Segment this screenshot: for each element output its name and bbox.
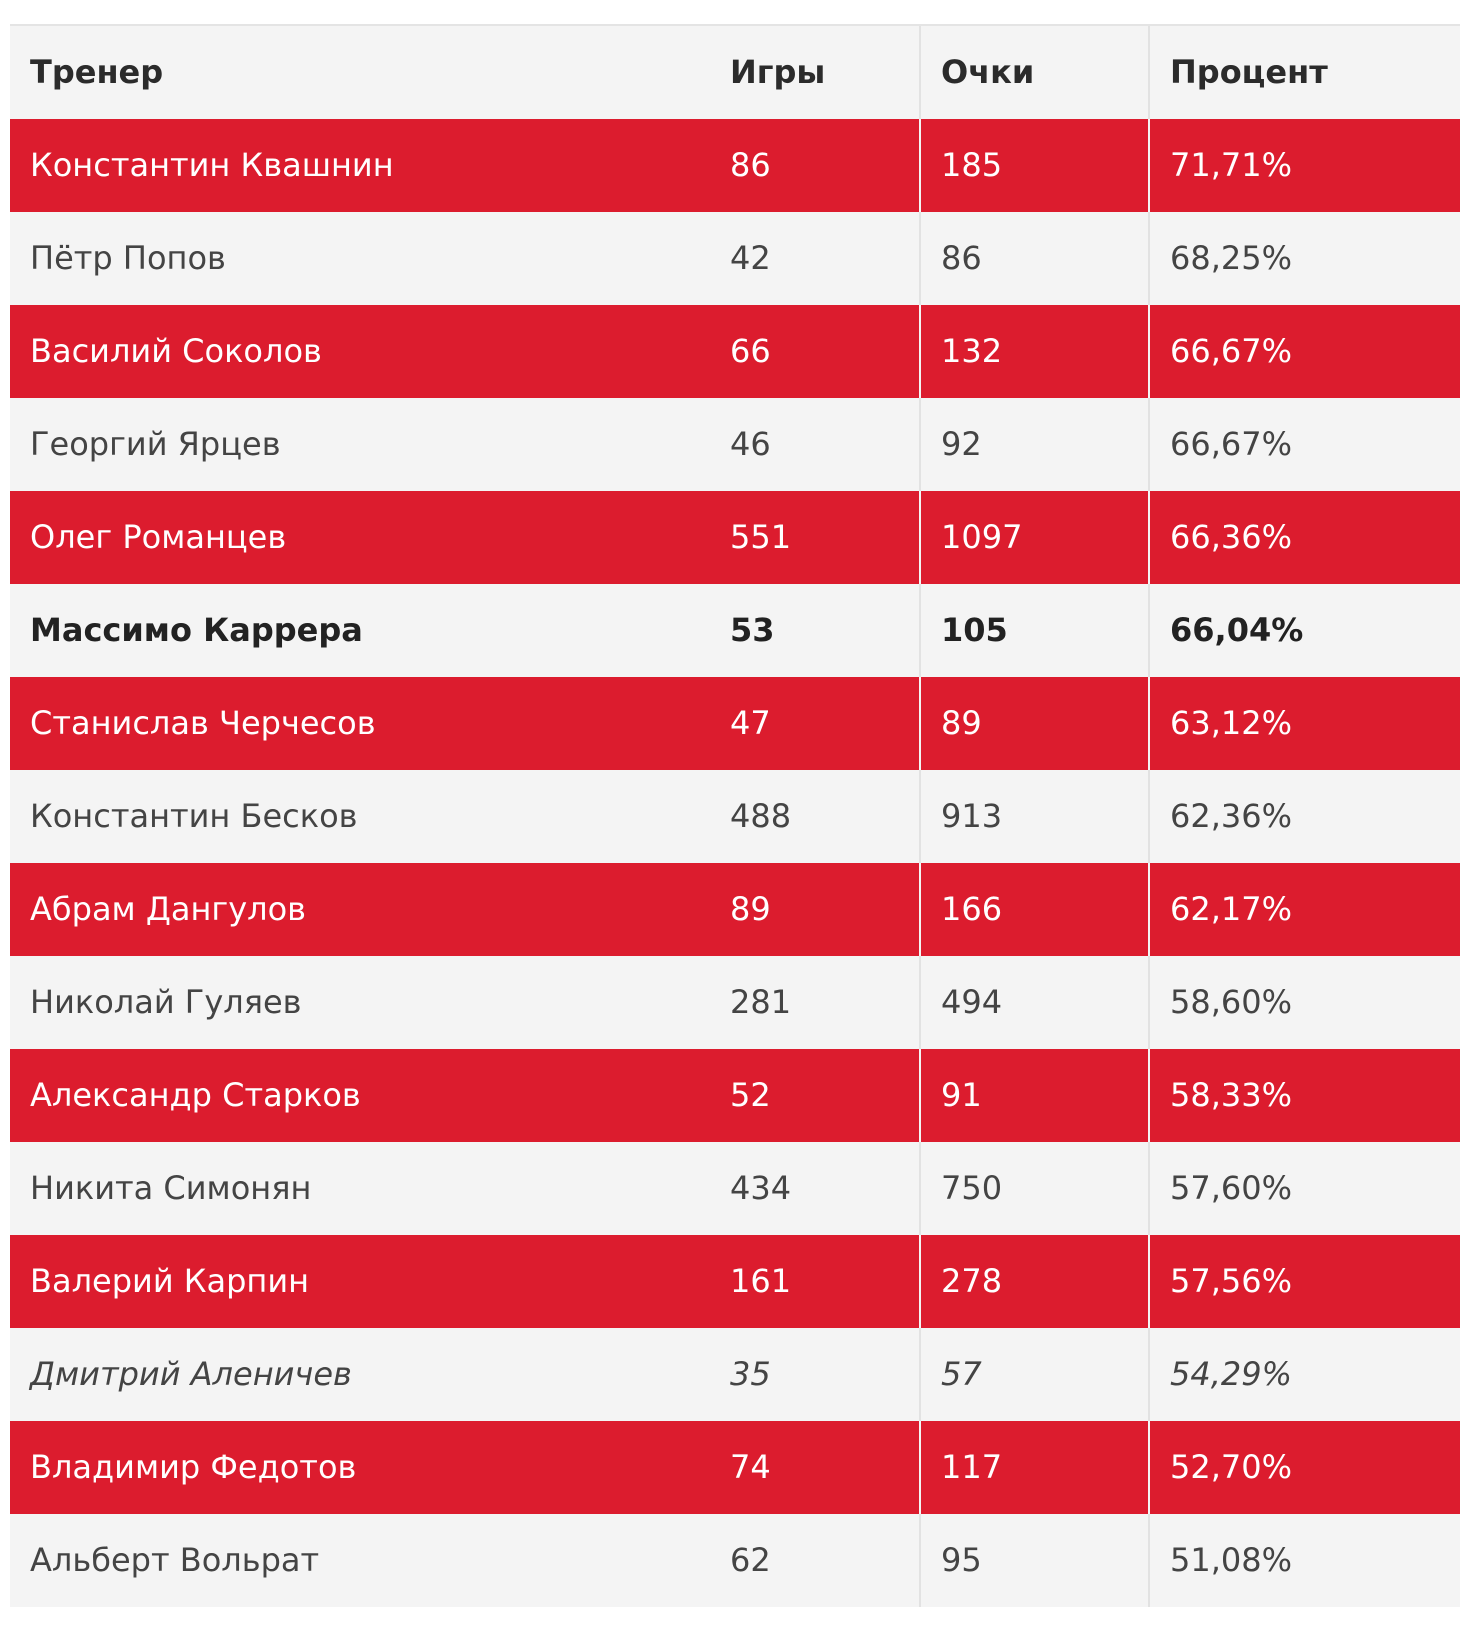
cell-coach-name: Георгий Ярцев	[10, 398, 710, 491]
table-row	[10, 1142, 1460, 1235]
cell-games: 86	[710, 119, 920, 212]
cell-games: 35	[710, 1328, 920, 1421]
cell-points: 278	[920, 1235, 1149, 1328]
cell-points: 57	[920, 1328, 1149, 1421]
table-row	[10, 119, 1460, 212]
table-row	[10, 398, 1460, 491]
cell-percent: 66,67%	[1149, 305, 1460, 398]
cell-percent: 58,33%	[1149, 1049, 1460, 1142]
cell-games: 281	[710, 956, 920, 1049]
table-row	[10, 212, 1460, 305]
cell-percent: 52,70%	[1149, 1421, 1460, 1514]
table-row	[10, 863, 1460, 956]
table-row	[10, 1421, 1460, 1514]
cell-games: 551	[710, 491, 920, 584]
cell-points: 91	[920, 1049, 1149, 1142]
cell-coach-name: Массимо Каррера	[10, 584, 710, 677]
cell-coach-name: Станислав Черчесов	[10, 677, 710, 770]
cell-coach-name: Николай Гуляев	[10, 956, 710, 1049]
table-row	[10, 677, 1460, 770]
cell-games: 47	[710, 677, 920, 770]
cell-coach-name: Никита Симонян	[10, 1142, 710, 1235]
cell-percent: 66,67%	[1149, 398, 1460, 491]
cell-percent: 66,36%	[1149, 491, 1460, 584]
cell-games: 488	[710, 770, 920, 863]
cell-percent: 57,56%	[1149, 1235, 1460, 1328]
cell-coach-name: Владимир Федотов	[10, 1421, 710, 1514]
table-body	[10, 119, 1460, 1607]
cell-games: 74	[710, 1421, 920, 1514]
cell-percent: 62,36%	[1149, 770, 1460, 863]
cell-points: 92	[920, 398, 1149, 491]
coach-stats-table-container	[10, 24, 1460, 1607]
cell-percent: 57,60%	[1149, 1142, 1460, 1235]
cell-games: 46	[710, 398, 920, 491]
cell-coach-name: Дмитрий Аленичев	[10, 1328, 710, 1421]
cell-points: 95	[920, 1514, 1149, 1607]
cell-games: 52	[710, 1049, 920, 1142]
cell-coach-name: Константин Квашнин	[10, 119, 710, 212]
cell-coach-name: Константин Бесков	[10, 770, 710, 863]
cell-points: 89	[920, 677, 1149, 770]
cell-coach-name: Василий Соколов	[10, 305, 710, 398]
cell-coach-name: Альберт Вольрат	[10, 1514, 710, 1607]
table-row-highlighted	[10, 584, 1460, 677]
table-row	[10, 491, 1460, 584]
table-row	[10, 956, 1460, 1049]
cell-coach-name: Пётр Попов	[10, 212, 710, 305]
cell-games: 66	[710, 305, 920, 398]
table-row	[10, 1049, 1460, 1142]
cell-points: 117	[920, 1421, 1149, 1514]
cell-coach-name: Олег Романцев	[10, 491, 710, 584]
cell-percent: 51,08%	[1149, 1514, 1460, 1607]
cell-points: 185	[920, 119, 1149, 212]
table-row	[10, 1235, 1460, 1328]
cell-percent: 66,04%	[1149, 584, 1460, 677]
cell-points: 1097	[920, 491, 1149, 584]
header-coach: Тренер	[10, 26, 710, 119]
cell-percent: 62,17%	[1149, 863, 1460, 956]
cell-points: 86	[920, 212, 1149, 305]
cell-games: 42	[710, 212, 920, 305]
cell-percent: 58,60%	[1149, 956, 1460, 1049]
cell-percent: 54,29%	[1149, 1328, 1460, 1421]
table-row	[10, 305, 1460, 398]
cell-points: 494	[920, 956, 1149, 1049]
cell-percent: 71,71%	[1149, 119, 1460, 212]
cell-games: 434	[710, 1142, 920, 1235]
cell-percent: 68,25%	[1149, 212, 1460, 305]
header-row	[10, 26, 1460, 119]
cell-games: 62	[710, 1514, 920, 1607]
cell-coach-name: Валерий Карпин	[10, 1235, 710, 1328]
cell-points: 166	[920, 863, 1149, 956]
header-points: Очки	[920, 26, 1149, 119]
header-percent: Процент	[1149, 26, 1460, 119]
cell-points: 750	[920, 1142, 1149, 1235]
cell-games: 89	[710, 863, 920, 956]
cell-points: 105	[920, 584, 1149, 677]
table-row-italic	[10, 1328, 1460, 1421]
table-row	[10, 770, 1460, 863]
table-row	[10, 1514, 1460, 1607]
header-games: Игры	[710, 26, 920, 119]
cell-games: 161	[710, 1235, 920, 1328]
cell-points: 913	[920, 770, 1149, 863]
cell-percent: 63,12%	[1149, 677, 1460, 770]
cell-coach-name: Александр Старков	[10, 1049, 710, 1142]
coach-stats-table	[10, 26, 1460, 1607]
table-header	[10, 26, 1460, 119]
cell-points: 132	[920, 305, 1149, 398]
cell-coach-name: Абрам Дангулов	[10, 863, 710, 956]
cell-games: 53	[710, 584, 920, 677]
